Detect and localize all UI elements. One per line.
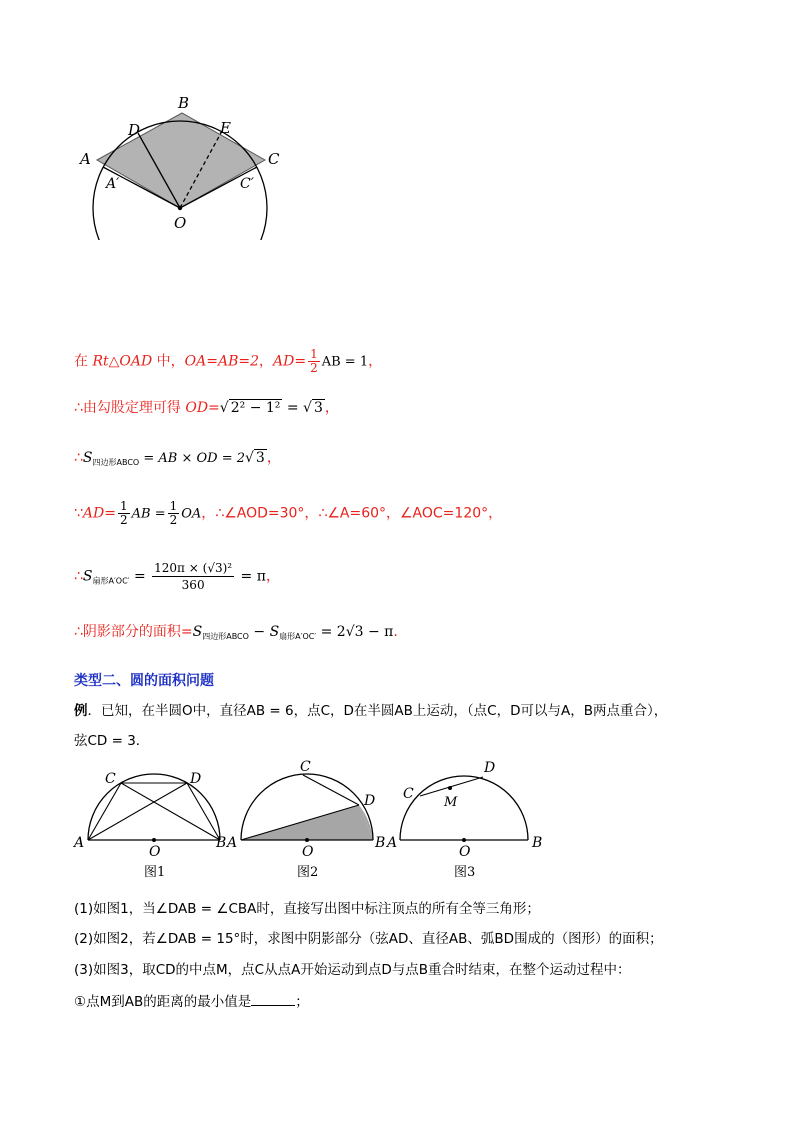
- svg-text:A: A: [74, 835, 85, 851]
- fig1-caption: 图1: [144, 865, 166, 880]
- question-2: (2)如图2，若∠DAB = 15°时，求图中阴影部分（弦AD、直径AB、弧BD围成的（图形）的面积；: [74, 931, 663, 947]
- svg-text:B: B: [375, 835, 386, 851]
- label-O: O: [174, 214, 187, 232]
- svg-text:C: C: [300, 759, 311, 775]
- fig2-caption: 图2: [297, 865, 319, 880]
- svg-text:O: O: [149, 844, 161, 860]
- label-B: B: [178, 94, 190, 112]
- fig3-caption: 图3: [454, 865, 476, 880]
- svg-text:O: O: [459, 844, 471, 860]
- svg-text:A: A: [227, 835, 238, 851]
- question-1: (1)如图1，当∠DAB = ∠CBA时，直接写出图中标注顶点的所有全等三角形；: [74, 901, 540, 917]
- figure-2: [225, 759, 385, 880]
- svg-text:C: C: [105, 771, 116, 787]
- label-E: E: [220, 119, 231, 137]
- svg-text:B: B: [216, 835, 227, 851]
- example-line-2: 弦CD = 3．: [74, 733, 150, 749]
- svg-text:D: D: [364, 793, 376, 809]
- shaded-square: [97, 113, 265, 208]
- solution-line-3: $\therefore S_{四边形ABCO}$ = AB × OD = 2√ 3 ，: [74, 450, 281, 467]
- label-A: A: [80, 150, 91, 168]
- solution-line-5: $\therefore S_{扇形A'OC'}$ = $\frac{\text{120π × (√3)²}}{360}$ = π，: [74, 561, 280, 592]
- solution-line-6: ∴阴影部分的面积$=S_{四边形ABCO} - S_{扇形A'OC'} = 2√3 - \pi$.: [74, 624, 398, 641]
- svg-text:O: O: [302, 844, 314, 860]
- section-title: 类型二、圆的面积问题: [74, 673, 214, 689]
- solution-line-1: 在 Rt△OAD 中，OA=AB=2，AD= $\frac{1}{2}$ AB = 1，: [74, 347, 383, 375]
- semicircle-figures: [70, 755, 560, 885]
- question-3-1: ①点M到AB的距离的最小值是 ；: [74, 994, 309, 1010]
- svg-text:C: C: [403, 786, 414, 802]
- label-D: D: [128, 121, 141, 139]
- circle-rotation-figure: [70, 90, 290, 240]
- solution-line-4: ∵AD= $\frac{1}{2}$ AB = $\frac{1}{2}$ OA，∴∠AOD=30°，∴∠A=60°，∠AOC=120°，: [74, 499, 503, 527]
- label-C-prime: C′: [240, 176, 254, 192]
- svg-text:D: D: [484, 760, 496, 776]
- svg-text:B: B: [532, 835, 543, 851]
- example-line-1: 例．已知，在半圆O中，直径AB = 6，点C，D在半圆AB上运动，（点C，D可以与A，B两点重合），: [74, 703, 668, 719]
- answer-blank[interactable]: [251, 1005, 295, 1006]
- solution-line-2: ∴由勾股定理可得 OD=√ 2² − 1² = √ 3 ，: [74, 400, 339, 416]
- label-A-prime: A′: [106, 176, 120, 192]
- figure-3: [385, 760, 542, 880]
- label-C: C: [268, 150, 280, 168]
- svg-text:D: D: [190, 771, 202, 787]
- svg-text:A: A: [387, 835, 398, 851]
- svg-text:M: M: [444, 795, 458, 810]
- figure-1: [72, 771, 226, 880]
- question-3: (3)如图3，取CD的中点M，点C从点A开始运动到点D与点B重合时结束，在整个运动过程中：: [74, 962, 631, 978]
